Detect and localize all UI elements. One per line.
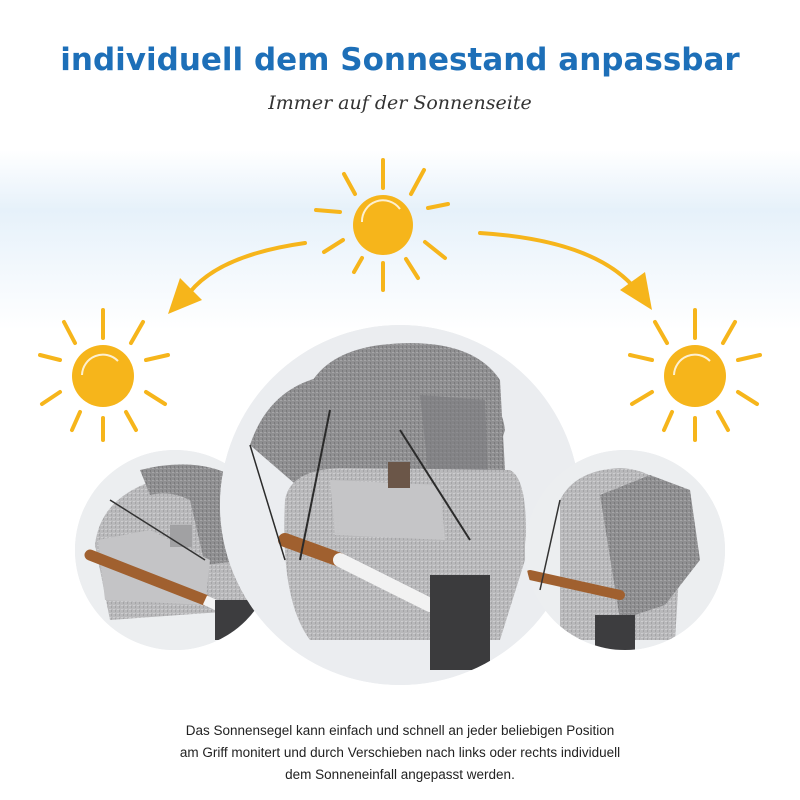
caption-line: am Griff monitert und durch Verschieben nach links oder rechts individuell	[179, 745, 621, 760]
sun-icon-right	[630, 310, 760, 440]
sun-icon-top	[316, 160, 448, 290]
arrow-right	[480, 233, 652, 310]
stroller-photo-center	[220, 325, 580, 685]
sun-icon-left	[40, 310, 168, 440]
caption-line: dem Sonneneinfall angepasst werden.	[285, 767, 515, 782]
caption-line: Das Sonnensegel kann einfach und schnell an jeder beliebigen Position	[185, 723, 615, 738]
arrow-left	[168, 243, 305, 314]
stroller-photo-right	[525, 450, 725, 650]
page-subtitle: Immer auf der Sonnenseite	[268, 92, 532, 114]
caption	[100, 720, 700, 786]
page-title: individuell dem Sonnestand anpassbar	[60, 42, 740, 78]
